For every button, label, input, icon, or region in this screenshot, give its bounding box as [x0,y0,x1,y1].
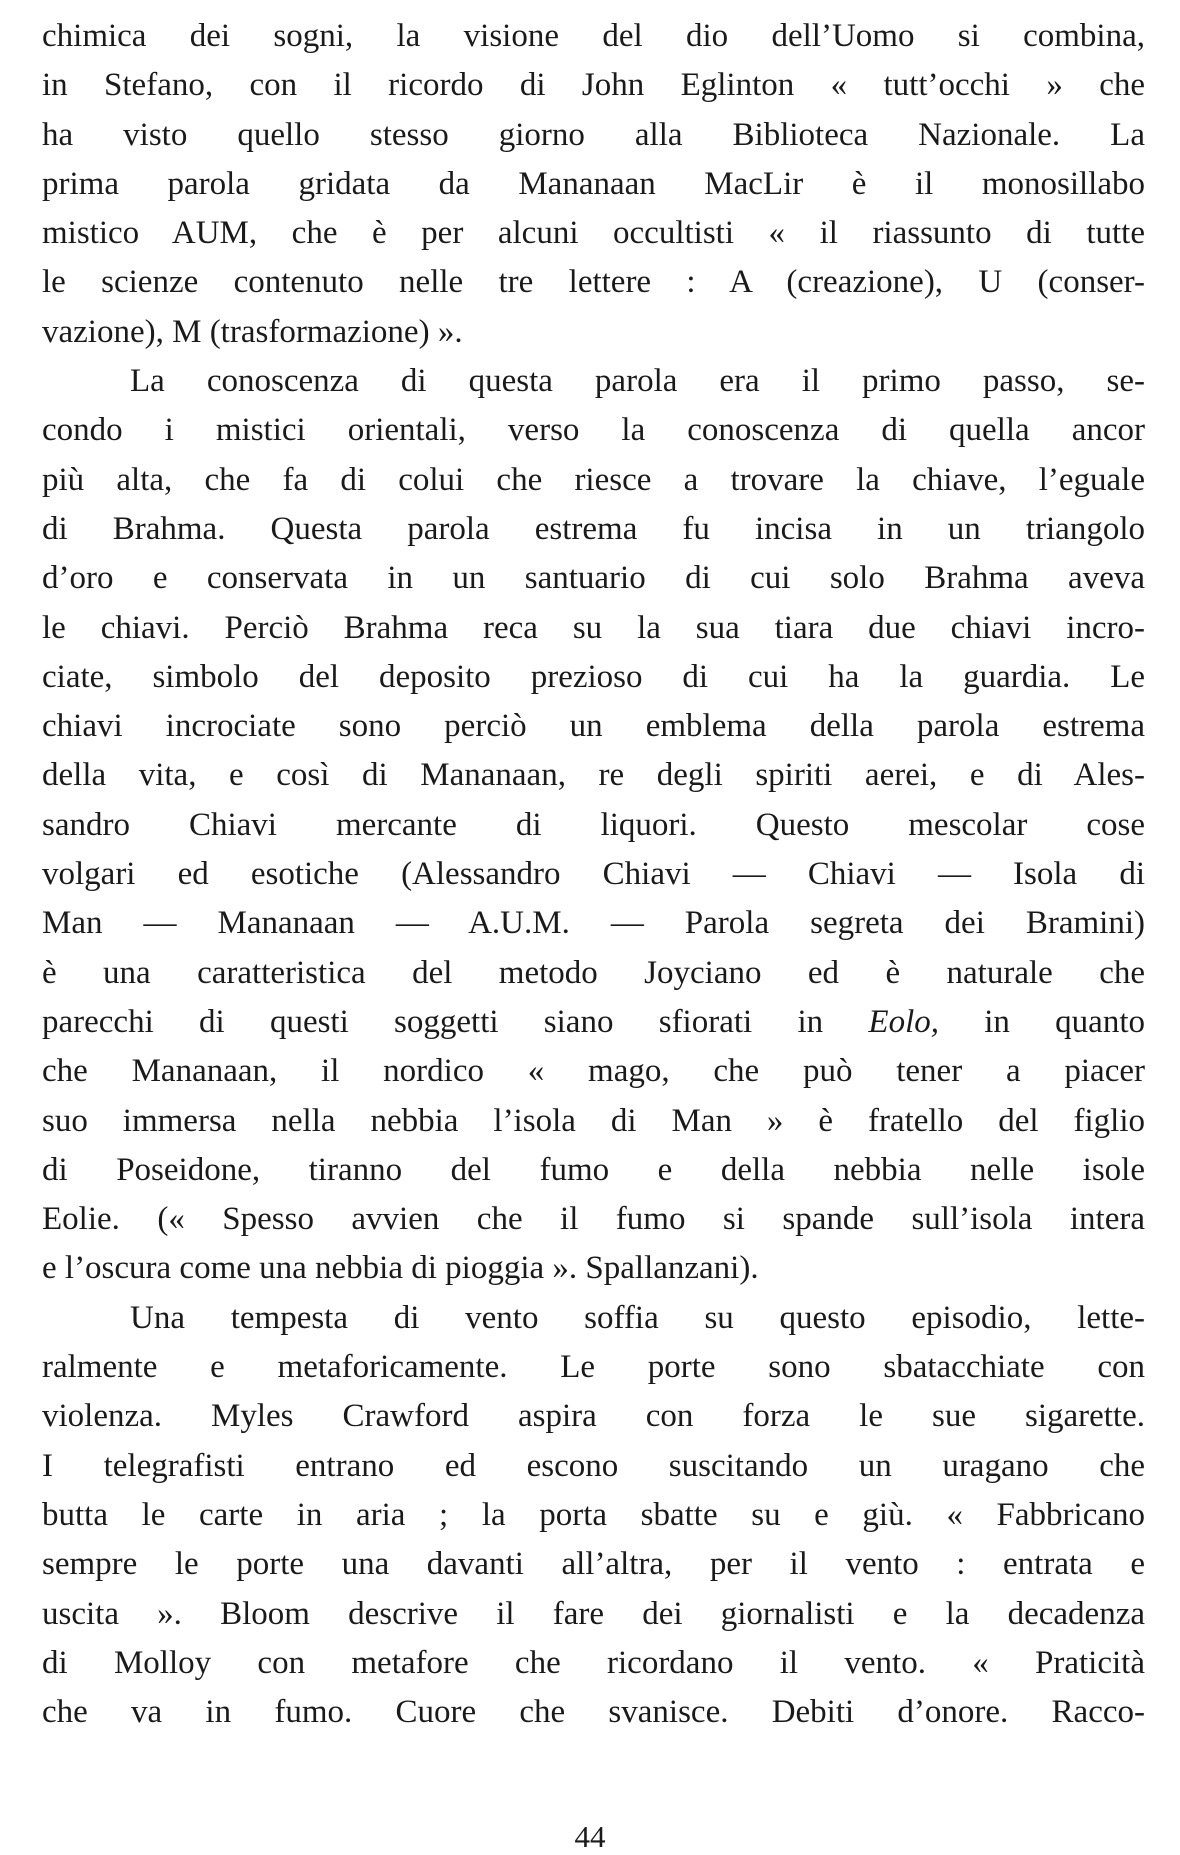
paragraph-conoscenza [42,357,1145,1294]
text-line [42,209,1145,258]
text-line [42,702,1145,751]
text-line-content: prima parola gridata da Mananaan MacLir è il monosillabo [42,165,1145,202]
text-line-content: è una caratteristica del metodo Joyciano ed è naturale che [42,954,1145,991]
text-line [42,1195,1145,1244]
text-line [42,505,1145,554]
text-line-content: sandro Chiavi mercante di liquori. Questo mescolar cose [42,806,1145,843]
text-line [42,1590,1145,1639]
text-line-content: Man — Mananaan — A.U.M. — Parola segreta dei Bramini) [42,905,1145,942]
text-line [42,1146,1145,1195]
paragraph-tempesta [42,1294,1145,1738]
text-line [42,554,1145,603]
text-line [42,406,1145,455]
text-line [42,604,1145,653]
text-line-content: di Molloy con metafore che ricordano il vento. « Praticità [42,1644,1145,1681]
text-line-content: violenza. Myles Crawford aspira con forza le sue sigarette. [42,1398,1145,1435]
page-number: 44 [574,1819,606,1854]
text-line [42,850,1145,899]
text-line-content: vazione), M (trasformazione) ». [42,313,463,350]
text-line-content: di Poseidone, tiranno del fumo e della nebbia nelle isole [42,1151,1145,1188]
text-line [42,1540,1145,1589]
text-line-content: le scienze contenuto nelle tre lettere : A (creazione), U (conser- [42,264,1145,301]
text-line-content: mistico AUM, che è per alcuni occultisti « il riassunto di tutte [42,215,1145,252]
text-line [42,1392,1145,1441]
text-line-content: ralmente e metaforicamente. Le porte sono sbatacchiate con [42,1349,1145,1386]
text-line [42,160,1145,209]
text-line-content: d’oro e conservata in un santuario di cui solo Brahma aveva [42,560,1145,597]
text-line-content: La conoscenza di questa parola era il primo passo, se- [130,363,1145,400]
text-line-content: uscita ». Bloom descrive il fare dei giornalisti e la decadenza [42,1595,1145,1632]
text-line [42,653,1145,702]
text-line [42,1294,1145,1343]
text-line-content: che va in fumo. Cuore che svanisce. Debiti d’onore. Racco- [42,1694,1145,1731]
text-line-content: ciate, simbolo del deposito prezioso di cui ha la guardia. Le [42,658,1145,695]
text-line [42,1639,1145,1688]
text-line-content: in Stefano, con il ricordo di John Eglinton « tutt’occhi » che [42,67,1145,104]
text-line-content: e l’oscura come una nebbia di pioggia ». Spallanzani). [42,1250,759,1287]
text-line [42,1343,1145,1392]
text-line-content: della vita, e così di Mananaan, re degli spiriti aerei, e di Ales- [42,757,1145,794]
text-line-content: Una tempesta di vento soffia su questo episodio, lette- [130,1299,1145,1336]
text-line [42,357,1145,406]
text-line-content: più alta, che fa di colui che riesce a trovare la chiave, l’eguale [42,461,1145,498]
text-line-content: sempre le porte una davanti all’altra, per il vento : entrata e [42,1546,1145,1583]
text-line [42,949,1145,998]
text-line [42,1244,1145,1293]
text-line [42,61,1145,110]
text-line-content: chiavi incrociate sono perciò un emblema della parola estrema [42,708,1145,745]
body-text [42,12,1145,1737]
text-line-content: di Brahma. Questa parola estrema fu incisa in un triangolo [42,510,1145,547]
text-line [42,751,1145,800]
text-line [42,1688,1145,1737]
text-line-content: butta le carte in aria ; la porta sbatte su e giù. « Fabbricano [42,1496,1145,1533]
text-line-content: suo immersa nella nebbia l’isola di Man » è fratello del figlio [42,1102,1145,1139]
italic-title-eolo: Eolo, [868,1003,939,1040]
text-line-content: Eolie. (« Spesso avvien che il fumo si spande sull’isola intera [42,1201,1145,1238]
text-line-content: che Mananaan, il nordico « mago, che può tener a piacer [42,1053,1145,1090]
text-line-content: ha visto quello stesso giorno alla Biblioteca Nazionale. La [42,116,1145,153]
text-line-content: chimica dei sogni, la visione del dio dell’Uomo si combina, [42,18,1145,54]
text-line [42,801,1145,850]
text-line [42,308,1145,357]
text-line-content: parecchi di questi soggetti siano sfiorati in Eolo, in quanto [42,1003,1145,1040]
text-line-content: condo i mistici orientali, verso la conoscenza di quella ancor [42,412,1145,449]
paragraph-continuation [42,12,1145,357]
text-line [42,1047,1145,1096]
text-line-content: volgari ed esotiche (Alessandro Chiavi — Chiavi — Isola di [42,856,1145,893]
text-line-content: I telegrafisti entrano ed escono suscitando un uragano che [42,1447,1145,1484]
text-line [42,111,1145,160]
text-line [42,1097,1145,1146]
text-line-content: le chiavi. Perciò Brahma reca su la sua tiara due chiavi incro- [42,609,1145,646]
text-line [42,1442,1145,1491]
text-line [42,899,1145,948]
text-line [42,12,1145,61]
text-line [42,258,1145,307]
text-line [42,456,1145,505]
text-line [42,998,1145,1047]
text-line [42,1491,1145,1540]
